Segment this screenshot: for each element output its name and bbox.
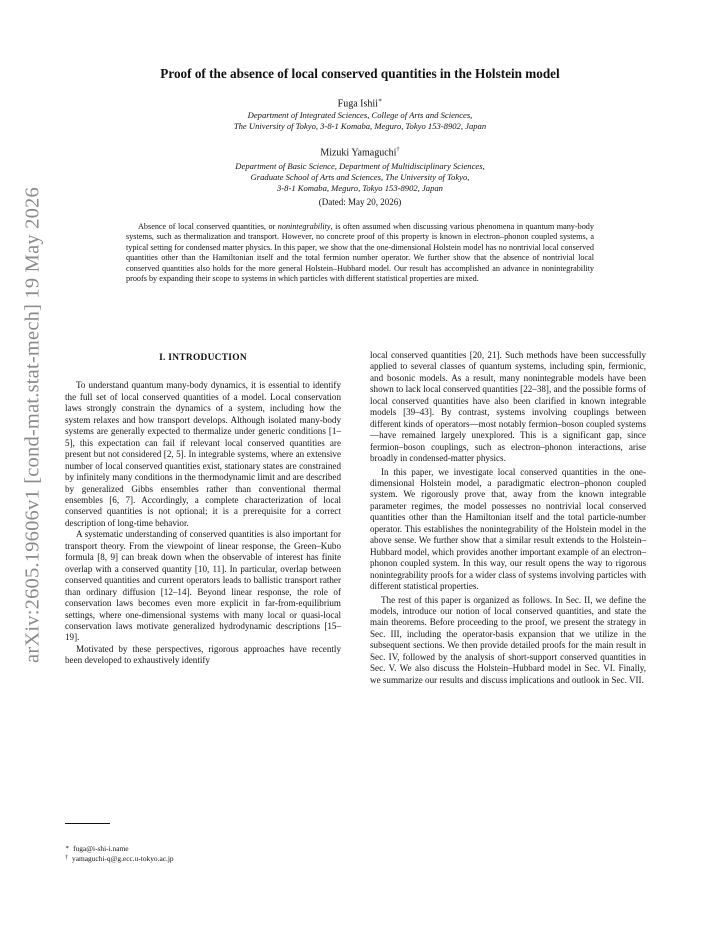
- footnote: [65, 854, 345, 864]
- paragraph: A systematic understanding of conserved quantities is also important for transport theory. From the viewpoint of linear response, the Green–Kubo formula [8, 9] can break down when the observable of interest has finite overlap with a conserved quantity [10, 11]. In particular, overlap between conserved quantities and current operators leads to ballistic transport rather than ordinary diffusion [12–14]. Beyond linear response, the role of conservation laws becomes even more explicit in far-from-equilibrium settings, where one-dimensional systems with many local or quasi-local conservation laws motivate generalized hydrodynamic descriptions [15–19].: [65, 529, 341, 643]
- arxiv-identifier: arXiv:2605.19606v1 [cond-mat.stat-mech] 19 May 2026: [21, 187, 44, 663]
- affiliation-line: The University of Tokyo, 3-8-1 Komaba, Meguro, Tokyo 153-8902, Japan: [233, 121, 487, 132]
- footnote-email[interactable]: yamaguchi-q@g.ecc.u-tokyo.ac.jp: [72, 854, 174, 863]
- affiliation-line: Graduate School of Arts and Sciences, The University of Tokyo,: [250, 172, 470, 183]
- paragraph: The rest of this paper is organized as follows. In Sec. II, we define the models, introduce our notion of local conserved quantities, and state the main theorems. Before proceeding to the proof, we present the strategy in Sec. III, including the operator-basis expansion that we utilize in the subsequent sections. We then provide detailed proofs for the main result in Sec. IV, followed by the analysis of short-support conserved quantities in Sec. V. We also discuss the Holstein–Hubbard model in Sec. VI. Finally, we summarize our results and discuss implications and outlook in Sec. VII.: [370, 594, 646, 685]
- abstract-text-start: Absence of local conserved quantities, or: [138, 222, 278, 231]
- author-2-name: Mizuki Yamaguchi: [320, 147, 397, 159]
- paragraph: To understand quantum many-body dynamics, it is essential to identify the full set of local conserved quantities of a model. Local conservation laws strongly constrain the dynamics of a system, including how the system relaxes and how transport develops. Although isolated many-body systems are generally expected to thermalize under generic conditions [1–5], this expectation can fail if relevant local conserved quantities are present but not considered [2, 5]. In integrable systems, where an extensive number of local conserved quantities exist, stationary states are constrained by infinitely many conditions in the thermodynamic limit and are described by generalized Gibbs ensembles rather than conventional thermal ensembles [6, 7]. Accordingly, a complete characterization of local conserved quantities is not optional; it is a prerequisite for a correct description of long-time behavior.: [65, 380, 341, 528]
- author-2: [60, 146, 660, 158]
- abstract-text-rest: , is often assumed when discussing various phenomena in quantum many-body systems, such as thermalization and transport. However, no concrete proof of this property is known in electron–phonon coupled systems, a typical setting for condensed matter physics. In this paper, we show that the one-dimensional Holstein model has no nontrivial local conserved quantities other than the Hamiltonian itself and the total fermion number operator. We further show that the absence of nontrivial local conserved quantities also holds for the more general Holstein–Hubbard model. Our result has accomplished an advance in nonintegrability proofs by expanding their scope to systems in which particles with different statistical properties are mixed.: [126, 222, 594, 284]
- author-2-affiliation: [60, 161, 660, 195]
- footnote-email[interactable]: fuga@i-shi-i.name: [73, 844, 129, 853]
- section-heading: I. INTRODUCTION: [159, 353, 247, 363]
- author-2-mark: †: [396, 146, 400, 153]
- abstract: [126, 222, 594, 284]
- footnotes: [65, 844, 345, 864]
- date-line: (Dated: May 20, 2026): [318, 197, 402, 207]
- footnote-mark: †: [65, 855, 68, 861]
- affiliation-line: 3-8-1 Komaba, Meguro, Tokyo 153-8902, Japan: [277, 183, 443, 194]
- affiliation-line: Department of Integrated Sciences, College of Arts and Sciences,: [247, 110, 473, 120]
- paragraph: In this paper, we investigate local conserved quantities in the one-dimensional Holstein model, a paradigmatic electron–phonon coupled system. We rigorously prove that, away from the known integrable parameter regimes, the model possesses no nontrivial local conserved quantities other than the Hamiltonian itself and the total particle-number operator. This establishes the nonintegrability of the Holstein model in the above sense. We further show that a similar result extends to the Holstein–Hubbard model, which provides another important example of an electron–phonon coupled system. In this way, our result opens the way to rigorous nonintegrability proofs for a wider class of systems involving particles with different statistical properties.: [370, 466, 646, 592]
- footnote-mark: ∗: [65, 845, 70, 851]
- right-column: [370, 350, 646, 686]
- abstract-italic-term: nonintegrability: [277, 222, 331, 231]
- footnote: [65, 844, 345, 854]
- paragraph: Motivated by these perspectives, rigorous approaches have recently been developed to exhaustively identify: [65, 643, 341, 666]
- author-1-mark: ∗: [377, 97, 383, 104]
- paragraph: local conserved quantities [20, 21]. Such methods have been successfully applied to several classes of quantum systems, including spin, fermionic, and bosonic models. As a result, many nonintegrable models have been shown to lack local conserved quantities [22–38], and the possible forms of local conserved quantities have also been clarified in known integrable models [39–43]. By contrast, systems involving couplings between different kinds of operators—most notably fermion–boson coupled systems—have remained largely unexplored. This is a significant gap, since fermion–boson couplings, such as electron–phonon interactions, arise broadly in condensed-matter physics.: [370, 350, 646, 464]
- footnote-rule: [65, 823, 110, 824]
- paper-title: Proof of the absence of local conserved quantities in the Holstein model: [160, 66, 560, 81]
- left-column: [65, 350, 341, 667]
- author-1-affiliation: [60, 110, 660, 132]
- author-1: [60, 96, 660, 109]
- author-1-name: Fuga Ishii: [337, 98, 378, 110]
- affiliation-line: Department of Basic Science, Department of Multidisciplinary Sciences,: [235, 161, 485, 171]
- arxiv-sidebar: [8, 187, 58, 663]
